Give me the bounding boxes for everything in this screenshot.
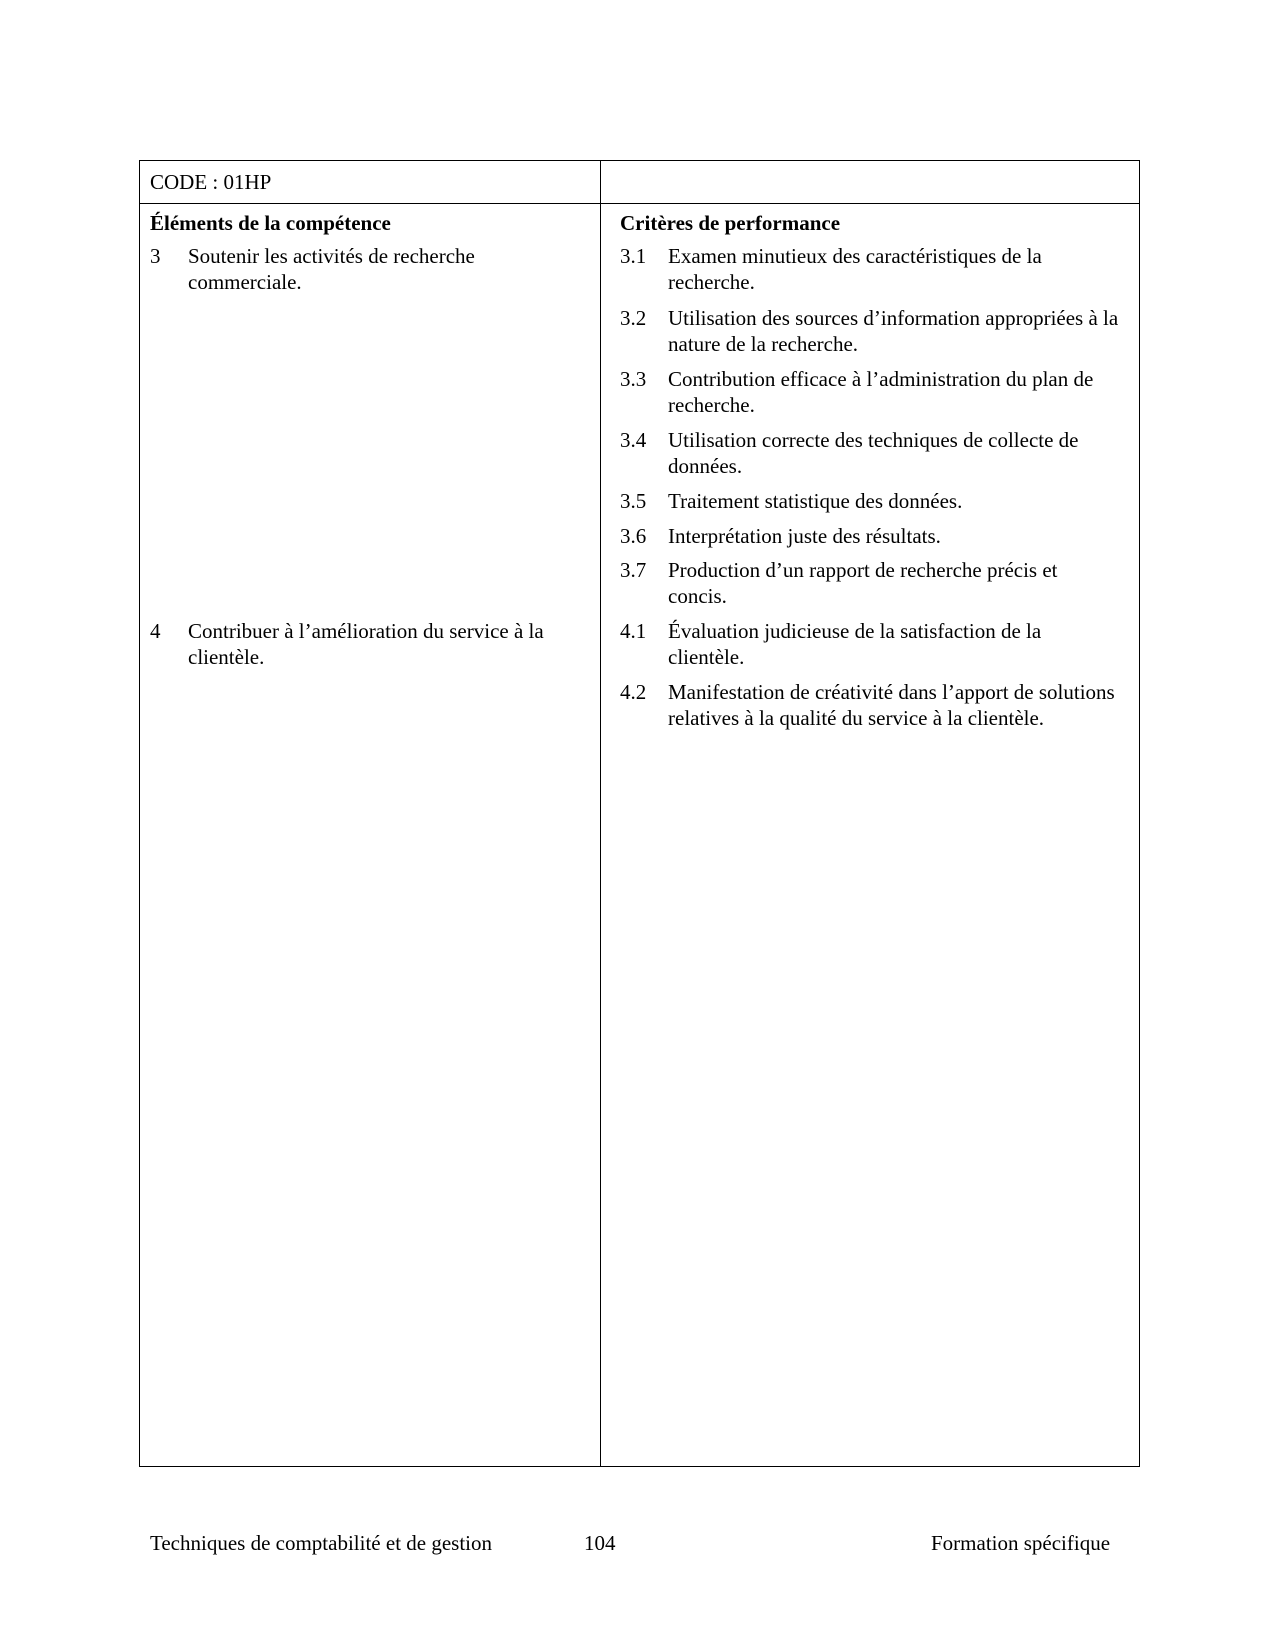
footer-section-title: Formation spécifique — [931, 1531, 1111, 1555]
page-number: 104 — [584, 1531, 616, 1555]
criterion-number: 3.2 — [620, 306, 647, 330]
criterion-number: 4.1 — [620, 619, 647, 643]
criterion-text: Interprétation juste des résultats. — [668, 524, 941, 548]
criterion-item — [620, 366, 1120, 418]
criterion-number: 4.2 — [620, 680, 647, 704]
footer-program-title: Techniques de comptabilité et de gestion — [150, 1531, 493, 1555]
element-item — [150, 243, 590, 295]
criterion-item — [620, 618, 1120, 670]
element-number: 4 — [150, 619, 161, 643]
element-number: 3 — [150, 244, 161, 268]
criterion-number: 3.4 — [620, 428, 647, 452]
criterion-item — [620, 243, 1120, 295]
criterion-text: Contribution efficace à l’administration du plan de recherche. — [668, 367, 1094, 417]
criterion-item — [620, 427, 1120, 479]
criterion-number: 3.1 — [620, 244, 647, 268]
criterion-number: 3.7 — [620, 558, 647, 582]
element-text: Soutenir les activités de recherche commerciale. — [188, 244, 475, 294]
elements-header: Éléments de la compétence — [150, 211, 391, 235]
criterion-number: 3.6 — [620, 524, 647, 548]
criterion-text: Production d’un rapport de recherche précis et concis. — [668, 558, 1058, 608]
criterion-item — [620, 679, 1120, 731]
criterion-text: Utilisation des sources d’information appropriées à la nature de la recherche. — [668, 306, 1119, 356]
criterion-number: 3.5 — [620, 489, 647, 513]
header-row-divider — [139, 203, 1140, 204]
column-divider — [600, 160, 601, 1467]
criterion-item — [620, 523, 1120, 549]
criterion-text: Manifestation de créativité dans l’apport de solutions relatives à la qualité du service à la clientèle. — [668, 680, 1115, 730]
criterion-text: Examen minutieux des caractéristiques de la recherche. — [668, 244, 1042, 294]
criterion-text: Utilisation correcte des techniques de collecte de données. — [668, 428, 1079, 478]
element-text: Contribuer à l’amélioration du service à la clientèle. — [188, 619, 544, 669]
criterion-item — [620, 557, 1120, 609]
criterion-item — [620, 488, 1120, 514]
criteria-header: Critères de performance — [620, 211, 841, 235]
code-label: CODE : 01HP — [150, 170, 272, 194]
criterion-text: Traitement statistique des données. — [668, 489, 963, 513]
criterion-item — [620, 305, 1120, 357]
criterion-number: 3.3 — [620, 367, 647, 391]
element-item — [150, 618, 590, 670]
criterion-text: Évaluation judicieuse de la satisfaction de la clientèle. — [668, 619, 1042, 669]
